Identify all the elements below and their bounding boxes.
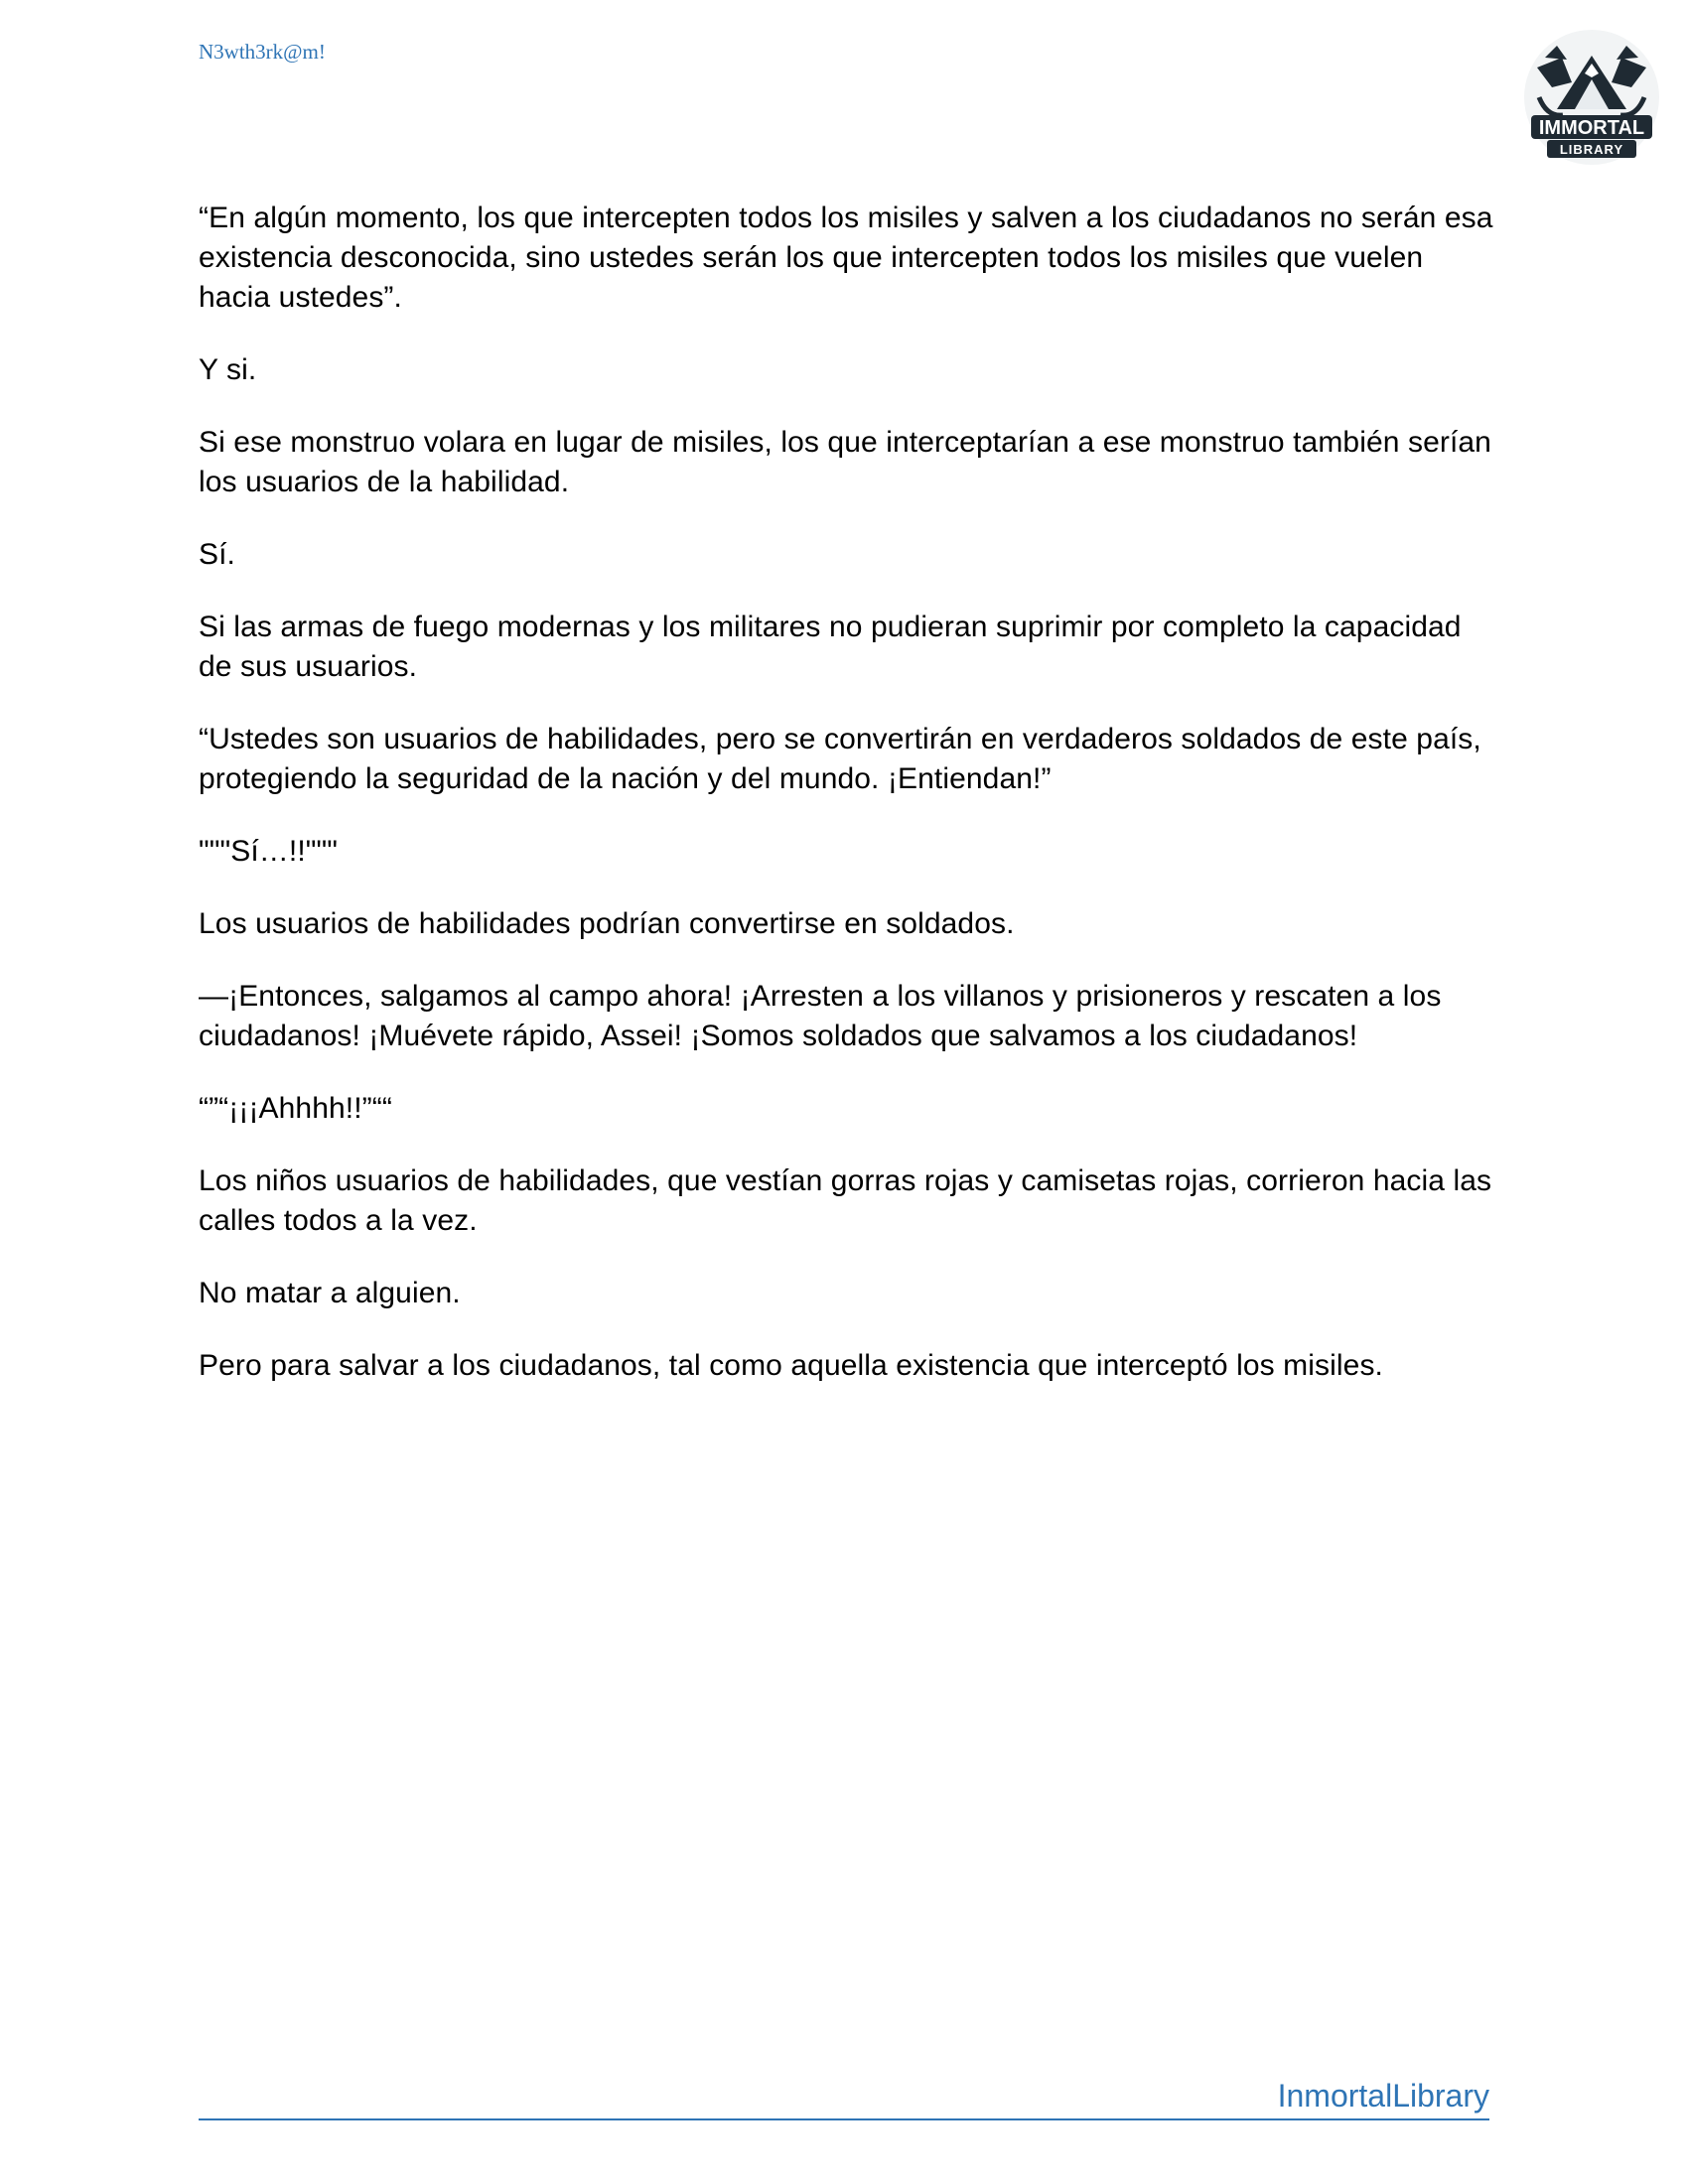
paragraph: No matar a alguien. xyxy=(199,1277,461,1309)
chapter-text xyxy=(199,199,1499,1419)
paragraph: Si ese monstruo volara en lugar de misiles, los que interceptarían a ese monstruo también serían los usuarios de la habilidad. xyxy=(199,426,1491,498)
paragraph: """Sí…!!""" xyxy=(199,835,339,868)
paragraph: Y si. xyxy=(199,353,257,386)
paragraph: “Ustedes son usuarios de habilidades, pero se convertirán en verdaderos soldados de este país, protegiendo la seguridad de la nación y del mundo. ¡Entiendan!” xyxy=(199,723,1481,795)
logo-bottom-text: LIBRARY xyxy=(1559,142,1624,157)
paragraph: Sí. xyxy=(199,538,235,571)
footer-rule xyxy=(199,2075,1489,2120)
paragraph: Pero para salvar a los ciudadanos, tal como aquella existencia que interceptó los misiles. xyxy=(199,1349,1383,1382)
paragraph: “En algún momento, los que intercepten todos los misiles y salven a los ciudadanos no serán esa existencia desconocida, sino ustedes serán los que intercepten todos los misiles que vuelen hacia ustedes”. xyxy=(199,202,1493,314)
header-watermark: N3wth3rk@m! xyxy=(199,40,326,64)
paragraph: Si las armas de fuego modernas y los militares no pudieran suprimir por completo la capacidad de sus usuarios. xyxy=(199,611,1462,683)
paragraph: Los usuarios de habilidades podrían convertirse en soldados. xyxy=(199,907,1015,940)
immortal-library-logo xyxy=(1517,28,1666,177)
paragraph: “”“¡¡¡Ahhhh!!”““ xyxy=(199,1092,392,1125)
paragraph: —¡Entonces, salgamos al campo ahora! ¡Arresten a los villanos y prisioneros y rescaten a los ciudadanos! ¡Muévete rápido, Assei! ¡Somos soldados que salvamos a los ciudadanos! xyxy=(199,980,1442,1052)
logo-top-text: IMMORTAL xyxy=(1538,117,1645,139)
footer-link[interactable]: InmortalLibrary xyxy=(1277,2078,1489,2114)
paragraph: Los niños usuarios de habilidades, que vestían gorras rojas y camisetas rojas, corrieron hacia las calles todos a la vez. xyxy=(199,1164,1492,1237)
